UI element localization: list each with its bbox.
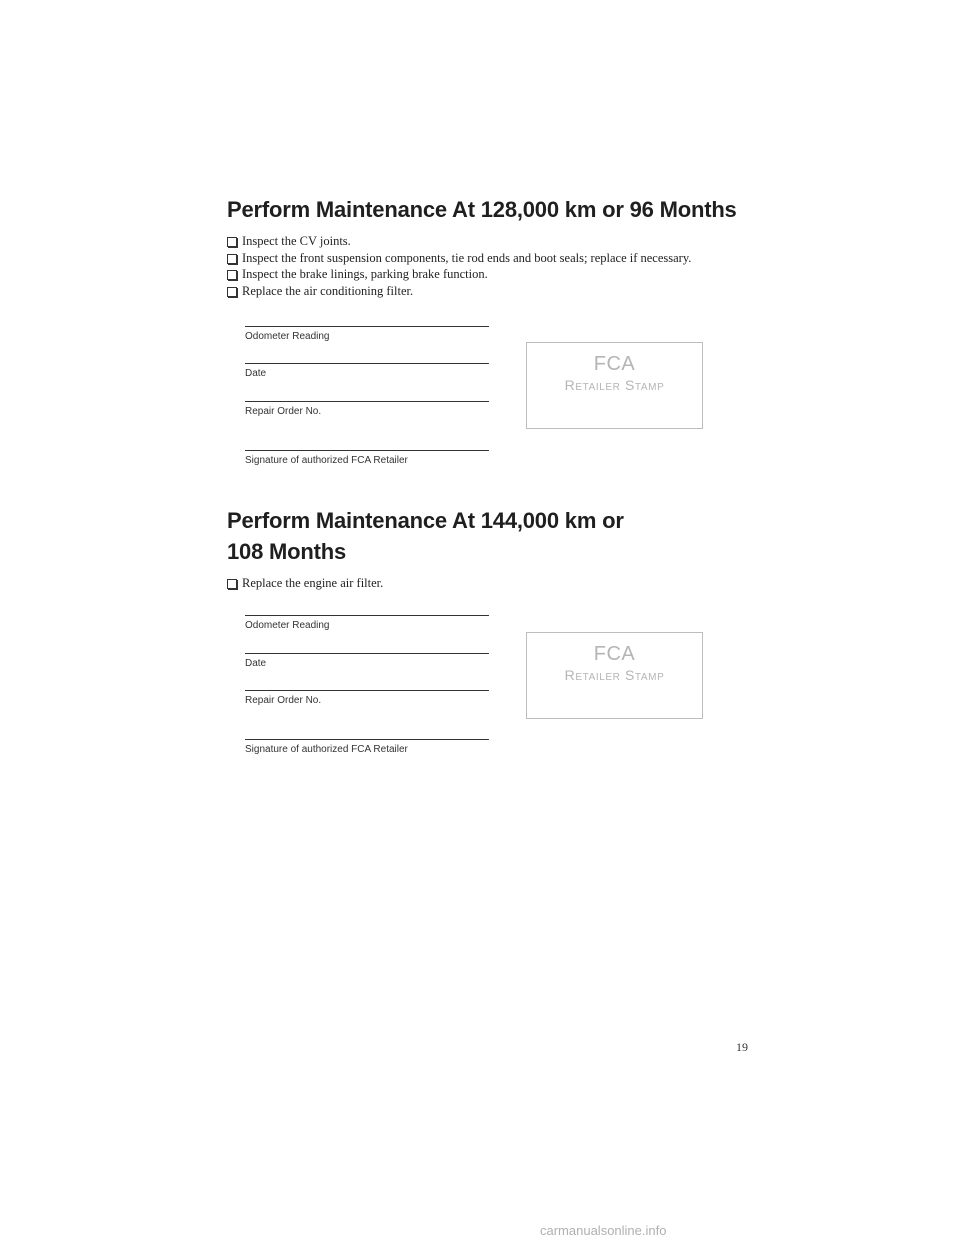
checklist-item bbox=[227, 575, 747, 592]
repair-order-field[interactable] bbox=[245, 690, 489, 707]
checklist-item-text: Inspect the CV joints. bbox=[242, 234, 351, 248]
field-line bbox=[245, 450, 489, 451]
field-label: Odometer Reading bbox=[245, 331, 330, 342]
checklist bbox=[227, 575, 747, 592]
field-label: Date bbox=[245, 368, 267, 379]
checklist-item-text: Replace the air conditioning filter. bbox=[242, 283, 414, 298]
maintenance-section-128000 bbox=[227, 194, 747, 299]
field-line bbox=[245, 326, 489, 327]
checkbox-icon[interactable] bbox=[227, 270, 237, 280]
odometer-field[interactable] bbox=[245, 326, 489, 343]
checklist-item bbox=[227, 266, 747, 283]
checklist-item bbox=[227, 283, 747, 300]
field-label: Repair Order No. bbox=[245, 406, 322, 417]
heading-line: Perform Maintenance At 144,000 km or bbox=[227, 508, 624, 533]
field-line bbox=[245, 401, 489, 402]
checklist-item bbox=[227, 250, 747, 267]
retailer-stamp-box bbox=[526, 632, 703, 719]
checklist-item bbox=[227, 233, 747, 250]
heading-line: Perform Maintenance At 128,000 km or 96 Months bbox=[227, 197, 737, 222]
checklist-item-text: Replace the engine air filter. bbox=[242, 576, 384, 590]
stamp-line-1: FCA bbox=[593, 353, 636, 375]
checklist-item-text: Inspect the brake linings, parking brake function. bbox=[242, 267, 488, 281]
retailer-stamp-box bbox=[526, 342, 703, 429]
field-line bbox=[245, 739, 489, 740]
field-line bbox=[245, 363, 489, 364]
field-line bbox=[245, 653, 489, 654]
date-field[interactable] bbox=[245, 363, 489, 380]
page-number: 19 bbox=[736, 1040, 748, 1054]
stamp-line-1: FCA bbox=[593, 643, 636, 665]
field-line bbox=[245, 690, 489, 691]
date-field[interactable] bbox=[245, 653, 489, 670]
watermark: carmanualsonline.info bbox=[540, 1223, 667, 1238]
maintenance-section-144000 bbox=[227, 505, 747, 592]
field-label: Signature of authorized FCA Retailer bbox=[245, 744, 408, 755]
field-label: Repair Order No. bbox=[245, 695, 322, 706]
field-label: Signature of authorized FCA Retailer bbox=[245, 455, 408, 466]
heading-line: 108 Months bbox=[227, 539, 347, 564]
checklist bbox=[227, 233, 747, 299]
field-label: Odometer Reading bbox=[245, 620, 330, 631]
checkbox-icon[interactable] bbox=[227, 579, 237, 589]
field-label: Date bbox=[245, 658, 267, 669]
checklist-item-text: Inspect the front suspension components, tie rod ends and boot seals; replace if necessary. bbox=[242, 250, 692, 265]
odometer-field[interactable] bbox=[245, 615, 489, 632]
section-heading bbox=[227, 194, 747, 225]
checkbox-icon[interactable] bbox=[227, 287, 237, 297]
stamp-line-2: Retailer Stamp bbox=[564, 667, 665, 683]
signature-field[interactable] bbox=[245, 739, 489, 756]
field-line bbox=[245, 615, 489, 616]
signature-field[interactable] bbox=[245, 450, 489, 467]
repair-order-field[interactable] bbox=[245, 401, 489, 418]
stamp-line-2: Retailer Stamp bbox=[564, 377, 665, 393]
checkbox-icon[interactable] bbox=[227, 237, 237, 247]
section-heading bbox=[227, 505, 747, 567]
checkbox-icon[interactable] bbox=[227, 254, 237, 264]
